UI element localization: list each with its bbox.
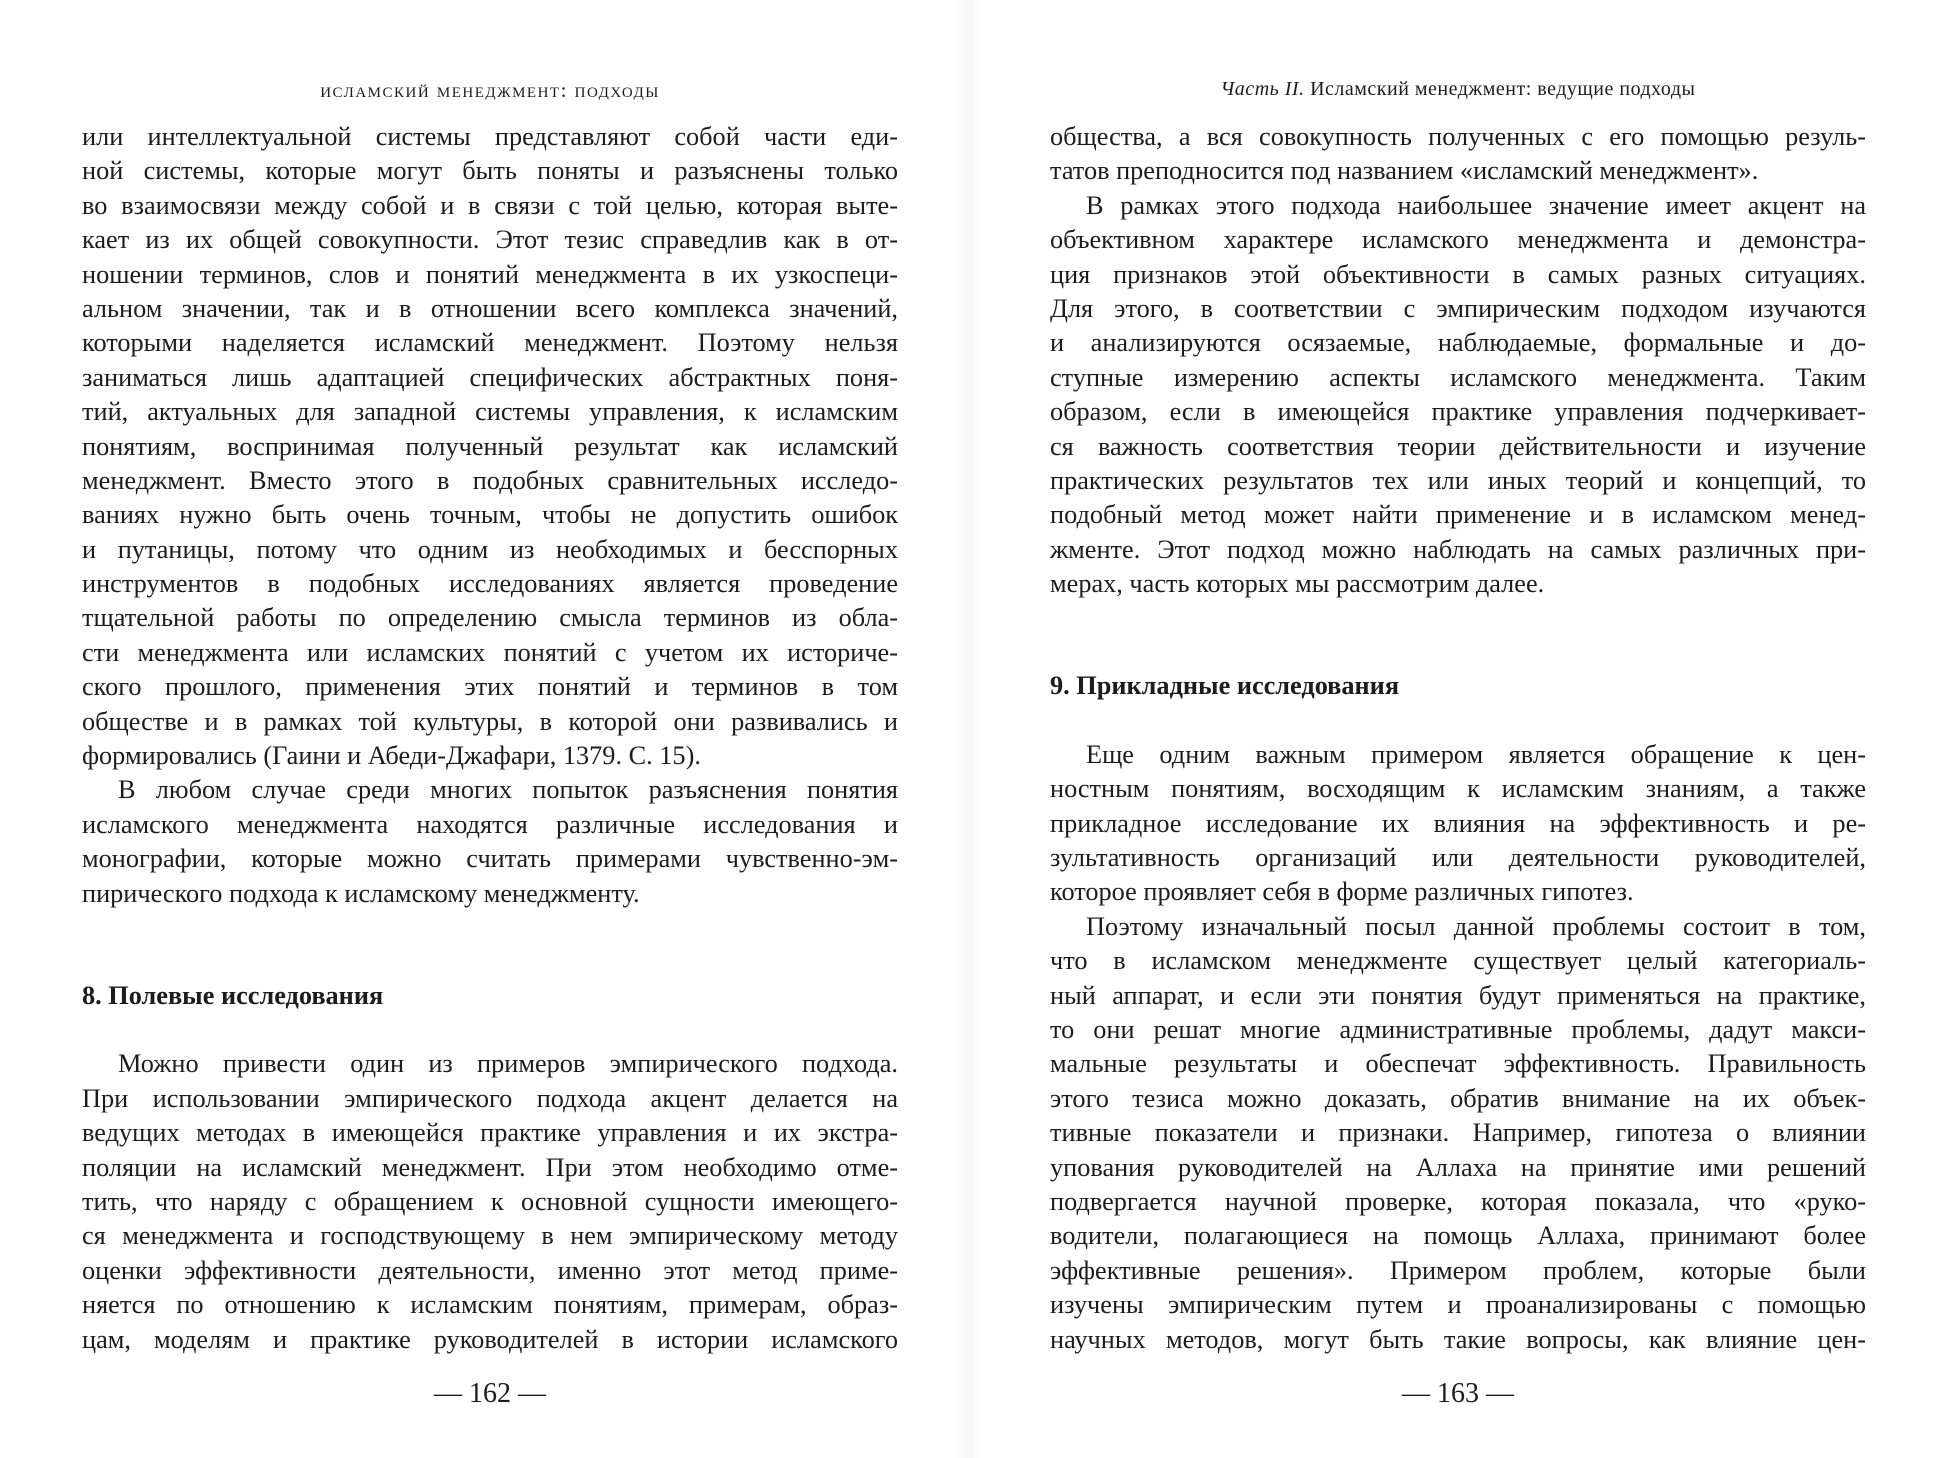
text-line: Для этого, в соответствии с эмпирическим подходом изучаются (1050, 293, 1866, 323)
text-line: Еще одним важным примером является обращение к цен- (1086, 739, 1866, 769)
text-line: тивные показатели и признаки. Например, гипотеза о влиянии (1050, 1118, 1866, 1148)
text-line: этого тезиса можно доказать, обратив внимание на их объек- (1050, 1083, 1866, 1113)
paragraph (1050, 189, 1866, 602)
running-head-part: Часть II. (1220, 78, 1305, 100)
text-line: и анализируются осязаемые, наблюдаемые, формальные и до- (1050, 328, 1866, 358)
text-line: прикладное исследование их влияния на эффективность и ре- (1050, 808, 1866, 838)
text-line: подобный метод может найти применение и в исламском менед- (1050, 500, 1866, 530)
text-line: понятиям, воспринимая полученный результат как исламский (82, 431, 898, 461)
text-line: менеджмент. Вместо этого в подобных сравнительных исследо- (82, 465, 898, 495)
text-line: формировались (Гаини и Абеди-Джафари, 1379. С. 15). (82, 741, 701, 771)
text-line: мерах, часть которых мы рассмотрим далее. (1050, 569, 1545, 599)
text-line: мальные результаты и обеспечат эффективность. Правильность (1050, 1049, 1866, 1079)
text-line: то они решат многие административные проблемы, дадут макси- (1050, 1014, 1866, 1044)
right-text-block (1050, 120, 1866, 1357)
text-line: изучены эмпирическим путем и проанализированы с помощью (1050, 1290, 1866, 1320)
paragraph (1050, 738, 1866, 910)
running-head-title: Исламский менеджмент: ведущие подходы (1310, 78, 1696, 100)
text-line: ского прошлого, применения этих понятий и терминов в том (82, 672, 898, 702)
text-line: зультативность организаций или деятельности руководителей, (1050, 843, 1866, 873)
paragraph (1050, 120, 1866, 189)
text-line: ный аппарат, и если эти понятия будут применяться на практике, (1050, 980, 1866, 1010)
text-line: жменте. Этот подход можно наблюдать на самых различных при- (1050, 534, 1866, 564)
text-line: упования руководителей на Аллаха на принятие ими решений (1050, 1152, 1866, 1182)
text-line: что в исламском менеджменте существует целый категориаль- (1050, 946, 1866, 976)
text-line: тий, актуальных для западной системы управления, к исламским (82, 397, 898, 427)
text-line: Поэтому изначальный посыл данной проблемы состоит в том, (1086, 911, 1866, 941)
text-line: ция признаков этой объективности в самых разных ситуациях. (1050, 259, 1866, 289)
left-page (0, 0, 970, 1458)
spacer (82, 911, 898, 979)
section-heading-8: 8. Полевые исследования (82, 980, 384, 1010)
paragraph (1050, 910, 1866, 1357)
text-line: цам, моделям и практике руководителей в истории исламского (82, 1324, 898, 1354)
text-line: монографии, которые можно считать примерами чувственно-эм- (82, 844, 898, 874)
text-line: обществе и в рамках той культуры, в которой они развивались и (82, 706, 898, 736)
text-line: ведущих методах в имеющейся практике управления и их экстра- (82, 1118, 898, 1148)
spacer (1050, 704, 1866, 738)
text-line: подвергается научной проверке, которая показала, что «руко- (1050, 1186, 1866, 1216)
text-line: объективном характере исламского менеджмента и демонстра- (1050, 225, 1866, 255)
text-line: общества, а вся совокупность полученных с его помощью резуль- (1050, 122, 1866, 151)
text-line: ностным понятиям, восходящим к исламским знаниям, а также (1050, 774, 1866, 804)
text-line: научных методов, могут быть такие вопросы, как влияние цен- (1050, 1324, 1866, 1354)
text-line: татов преподносится под названием «исламский менеджмент». (1050, 156, 1759, 186)
text-line: практических результатов тех или иных теорий и концепций, то (1050, 465, 1866, 495)
text-line: ваниях нужно быть очень точным, чтобы не допустить ошибок (82, 500, 898, 530)
text-line: и путаницы, потому что одним из необходимых и бесспорных (82, 534, 898, 564)
text-line: ся менеджмента и господствующему в нем эмпирическому методу (82, 1221, 898, 1251)
right-page (970, 0, 1941, 1458)
running-head-right (1050, 78, 1866, 101)
text-line: заниматься лишь адаптацией специфических абстрактных поня- (82, 362, 898, 392)
spacer (82, 1013, 898, 1047)
text-line: эффективные решения». Примером проблем, которые были (1050, 1255, 1866, 1285)
text-line: во взаимосвязи между собой и в связи с той целью, которая выте- (82, 190, 898, 220)
text-line: ступные измерению аспекты исламского менеджмента. Таким (1050, 362, 1866, 392)
text-line: сти менеджмента или исламских понятий с учетом их историче- (82, 637, 898, 667)
text-line: альном значении, так и в отношении всего комплекса значений, (82, 293, 898, 323)
running-head-left: исламский менеджмент: подходы (320, 78, 660, 102)
text-line: пирического подхода к исламскому менеджменту. (82, 878, 640, 908)
text-line: которое проявляет себя в форме различных гипотез. (1050, 877, 1634, 907)
text-line: инструментов в подобных исследованиях является проведение (82, 569, 898, 599)
text-line: В любом случае среди многих попыток разъяснения понятия (118, 775, 898, 805)
spacer (1050, 601, 1866, 669)
page-number-right: — 163 — (1402, 1378, 1514, 1409)
text-line: тить, что наряду с обращением к основной сущности имеющего- (82, 1186, 898, 1216)
paragraph (82, 773, 898, 911)
text-line: При использовании эмпирического подхода акцент делается на (82, 1083, 898, 1113)
text-line: няется по отношению к исламским понятиям, примерам, образ- (82, 1290, 898, 1320)
left-text-block (82, 120, 898, 1357)
text-line: или интеллектуальной системы представляют собой части еди- (82, 122, 898, 151)
text-line: водители, полагающиеся на помощь Аллаха, принимают более (1050, 1221, 1866, 1251)
text-line: ся важность соответствия теории действительности и изучение (1050, 431, 1866, 461)
text-line: Можно привести один из примеров эмпирического подхода. (118, 1049, 898, 1079)
text-line: тщательной работы по определению смысла терминов из обла- (82, 603, 898, 633)
text-line: ношении терминов, слов и понятий менеджмента в их узкоспеци- (82, 259, 898, 289)
text-line: образом, если в имеющейся практике управления подчеркивает- (1050, 397, 1866, 427)
text-line: оценки эффективности деятельности, именно этот метод приме- (82, 1255, 898, 1285)
text-line: кает из их общей совокупности. Этот тезис справедлив как в от- (82, 225, 898, 255)
text-line: которыми наделяется исламский менеджмент. Поэтому нельзя (82, 328, 898, 358)
text-line: В рамках этого подхода наибольшее значение имеет акцент на (1086, 190, 1866, 220)
paragraph (82, 1047, 898, 1357)
text-line: исламского менеджмента находятся различные исследования и (82, 809, 898, 839)
text-line: ной системы, которые могут быть поняты и разъяснены только (82, 156, 898, 186)
page-number-left: — 162 — (434, 1378, 546, 1409)
text-line: поляции на исламский менеджмент. При этом необходимо отме- (82, 1152, 898, 1182)
section-heading-9: 9. Прикладные исследования (1050, 671, 1400, 701)
paragraph (82, 120, 898, 773)
